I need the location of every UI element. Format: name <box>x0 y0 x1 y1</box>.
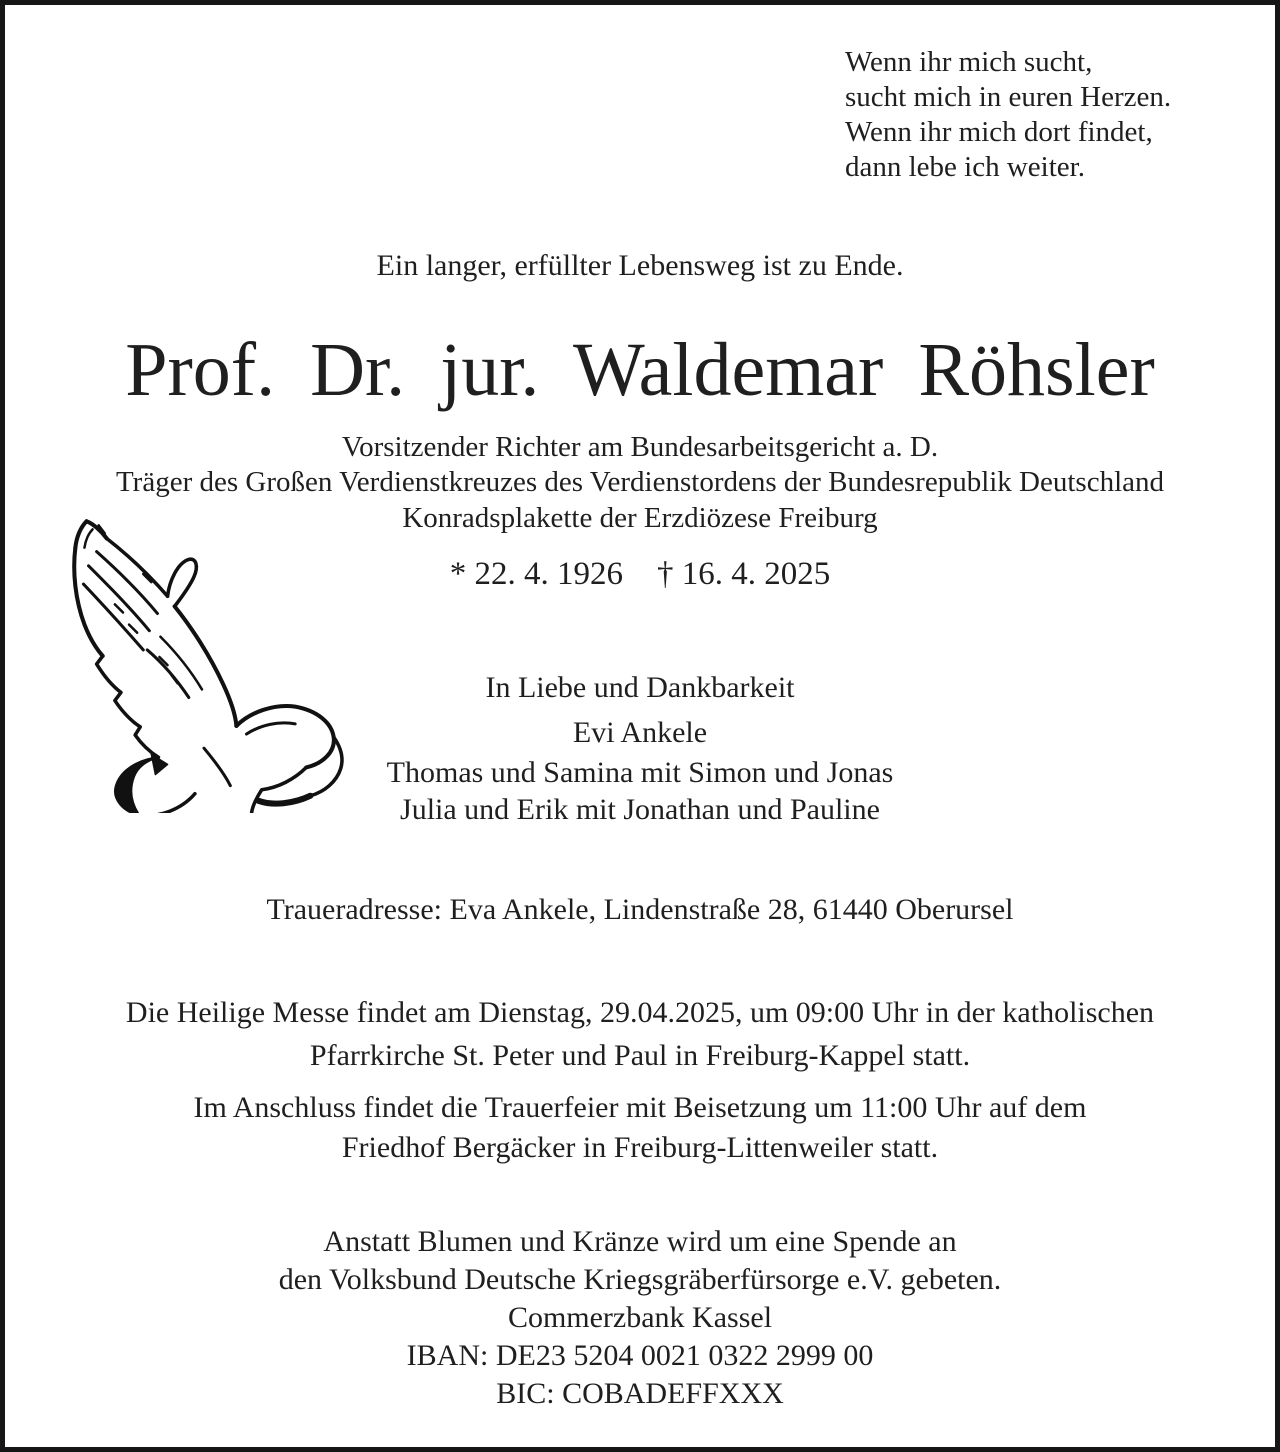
mass-info <box>5 991 1275 1077</box>
death-date: † 16. 4. 2025 <box>657 556 831 592</box>
poem-line: Wenn ihr mich sucht, <box>845 46 1093 78</box>
birth-date: * 22. 4. 1926 <box>449 556 623 592</box>
donation-info <box>5 1223 1275 1413</box>
poem-line: dann lebe ich weiter. <box>845 151 1085 183</box>
honor-line: Träger des Großen Verdienstkreuzes des Verdienstordens der Bundesrepublik Deutschland <box>115 466 1165 498</box>
intro-text: Ein langer, erfüllter Lebensweg ist zu Ende. <box>376 249 904 282</box>
poem-line: sucht mich in euren Herzen. <box>845 81 1172 113</box>
mourner-line: Julia und Erik mit Jonathan und Pauline <box>400 793 880 826</box>
mourner-line: Thomas und Samina mit Simon und Jonas <box>386 756 894 789</box>
donation-line: Anstatt Blumen und Kränze wird um eine Spende an <box>323 1225 957 1258</box>
mourning-address: Traueradresse: Eva Ankele, Lindenstraße 28, 61440 Oberursel <box>266 893 1014 926</box>
burial-info-line: Im Anschluss findet die Trauerfeier mit Beisetzung um 11:00 Uhr auf dem <box>193 1091 1087 1124</box>
donation-line: IBAN: DE23 5204 0021 0322 2999 00 <box>406 1339 874 1372</box>
mass-info-line: Die Heilige Messe findet am Dienstag, 29.04.2025, um 09:00 Uhr in der katholischen <box>125 996 1155 1029</box>
burial-info-line: Friedhof Bergäcker in Freiburg-Littenweiler statt. <box>341 1131 939 1164</box>
poem-block <box>845 45 1171 185</box>
burial-info <box>5 1088 1275 1168</box>
poem-line: Wenn ihr mich dort findet, <box>845 116 1153 148</box>
deceased-name: Prof. Dr. jur. Waldemar Röhsler <box>125 328 1155 412</box>
mourning-heading: In Liebe und Dankbarkeit <box>485 671 795 704</box>
honor-line: Konradsplakette der Erzdiözese Freiburg <box>402 502 878 534</box>
donation-line: den Volksbund Deutsche Kriegsgräberfürsorge e.V. gebeten. <box>278 1263 1002 1296</box>
deceased-title: Vorsitzender Richter am Bundesarbeitsgericht a. D. <box>341 431 939 463</box>
donation-line: BIC: COBADEFFXXX <box>496 1377 784 1410</box>
donation-line: Commerzbank Kassel <box>507 1301 773 1334</box>
mass-info-line: Pfarrkirche St. Peter und Paul in Freiburg-Kappel statt. <box>309 1039 971 1072</box>
mourner-line: Evi Ankele <box>572 716 708 749</box>
